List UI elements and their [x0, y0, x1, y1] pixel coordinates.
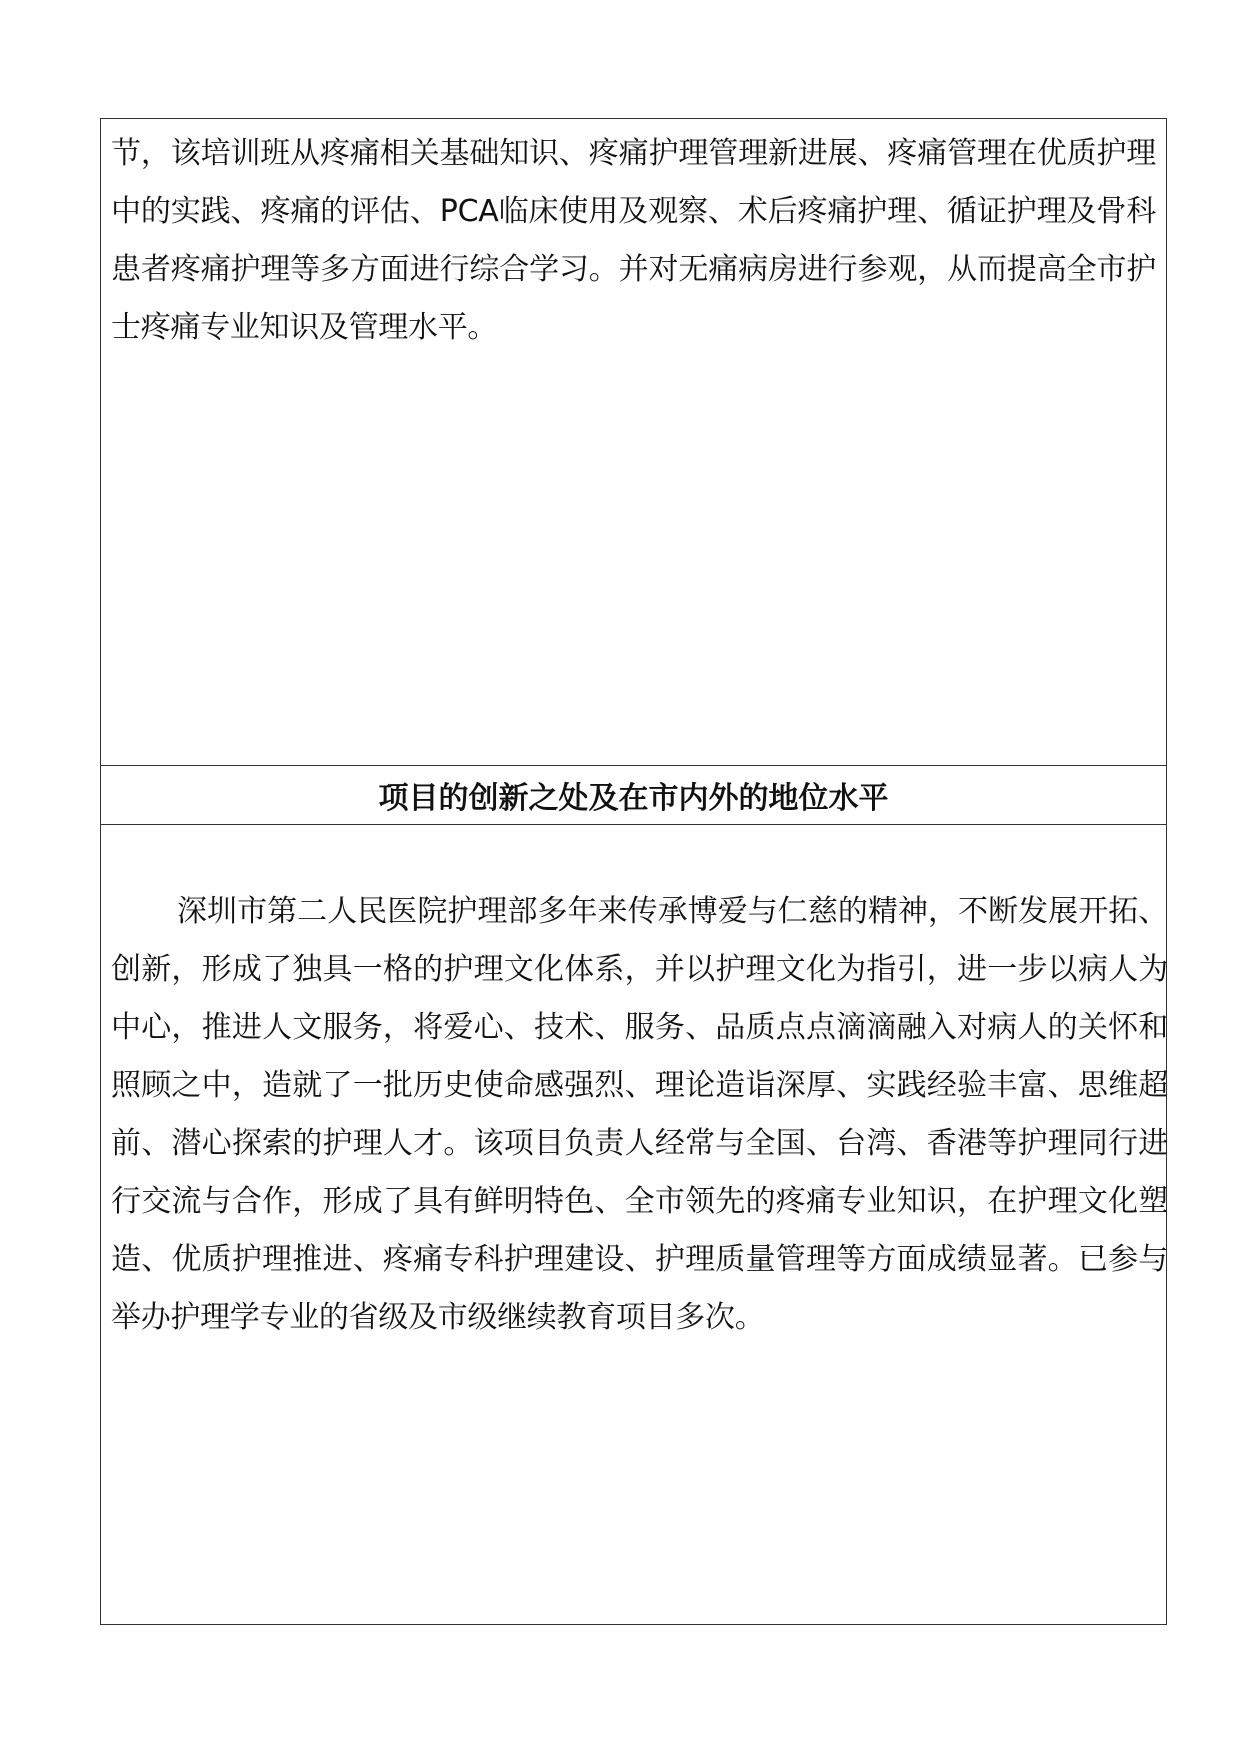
section-header-cell [101, 766, 1166, 825]
section-body-cell [101, 825, 1166, 1624]
innovation-description-text: 深圳市第二人民医院护理部多年来传承博爱与仁慈的精神，不断发展开拓、创新，形成了独具一格的护理文化体系，并以护理文化为指引，进一步以病人为中心，推进人文服务，将爱心、技术、服务、品质点点滴滴融入对病人的关怀和照顾之中，造就了一批历史使命感强烈、理论造诣深厚、实践经验丰富、思维超前、潜心探索的护理人才。该项目负责人经常与全国、台湾、香港等护理同行进行交流与合作，形成了具有鲜明特色、全市领先的疼痛专业知识，在护理文化塑造、优质护理推进、疼痛专科护理建设、护理质量管理等方面成绩显著。已参与举办护理学专业的省级及市级继续教育项目多次。 [111, 894, 1168, 1335]
training-description-text: 节，该培训班从疼痛相关基础知识、疼痛护理管理新进展、疼痛管理在优质护理中的实践、疼痛的评估、PCA临床使用及观察、术后疼痛护理、循证护理及骨科患者疼痛护理等多方面进行综合学习。并对无痛病房进行参观，从而提高全市护士疼痛专业知识及管理水平。 [111, 136, 1156, 345]
training-description-cell [101, 119, 1166, 766]
form-table [100, 118, 1167, 1625]
section-title: 项目的创新之处及在市内外的地位水平 [378, 781, 889, 816]
